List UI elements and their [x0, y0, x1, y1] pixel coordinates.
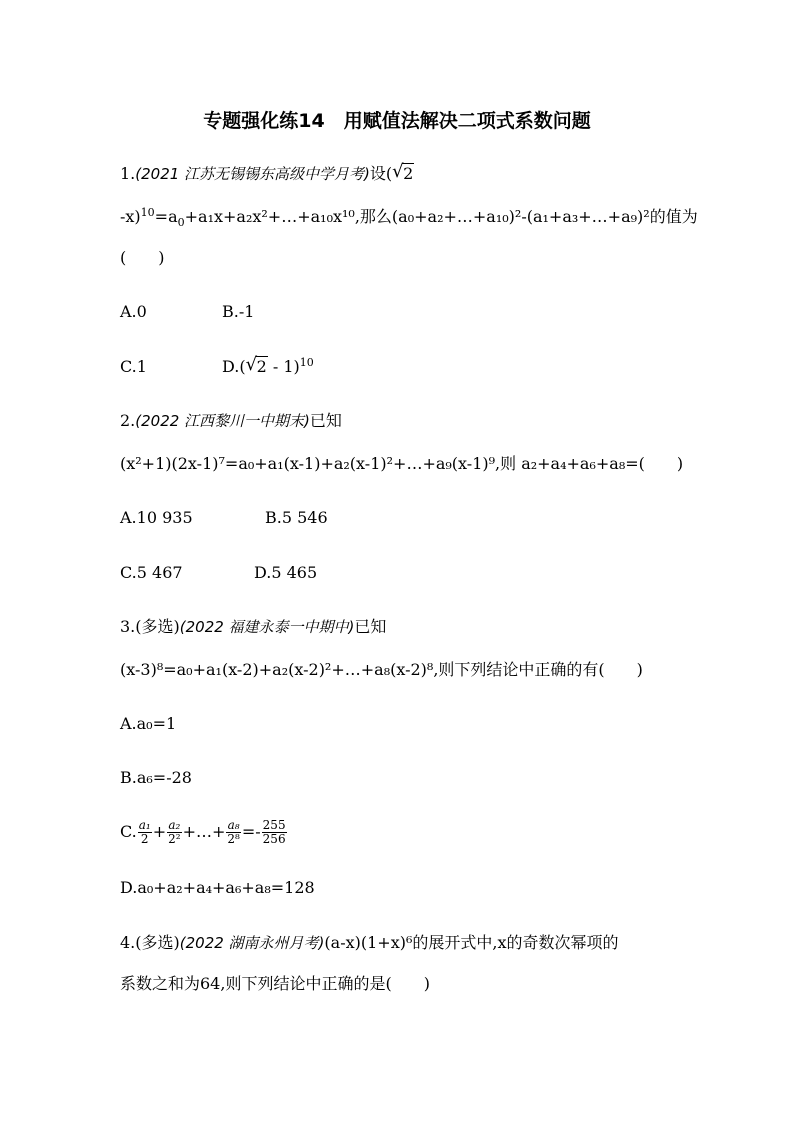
question-2-line-1 [120, 411, 342, 431]
q1-option-a[interactable]: A.0 [120, 302, 147, 321]
q1-option-d[interactable] [222, 357, 314, 377]
q2-option-b[interactable]: B.5 546 [265, 508, 328, 527]
q1-d-radicand: 2 [256, 357, 267, 376]
sqrt-symbol [392, 164, 414, 184]
q3-c-mid: +…+ [182, 822, 226, 841]
fraction [226, 819, 240, 846]
question-3-line-1 [120, 617, 386, 637]
fraction-denominator: 2⁸ [227, 832, 240, 846]
fraction-numerator: a₈ [227, 818, 240, 832]
q3-option-b[interactable]: B.a₆=-28 [120, 768, 192, 787]
q1-paren: ( ) [120, 248, 165, 267]
q2-option-d[interactable]: D.5 465 [254, 563, 318, 582]
fraction-numerator: 255 [262, 818, 286, 832]
fraction-numerator: a₂ [168, 818, 181, 832]
q4-expression: (a-x)(1+x)⁶的展开式中,x的奇数次幂项的 [324, 933, 619, 952]
q3-c-eq: =- [241, 822, 261, 841]
q2-source: (2022 江西黎川一中期末) [135, 412, 310, 430]
q2-expression: (x²+1)(2x-1)⁷=a₀+a₁(x-1)+a₂(x-1)²+…+a₉(x-1)⁹,则 a₂+a₄+a₆+a₈=( ) [120, 454, 684, 473]
q3-c-pre: C. [120, 822, 137, 841]
fraction-numerator: a₁ [138, 818, 151, 832]
q4-line-2: 系数之和为64,则下列结论中正确的是( ) [120, 974, 430, 993]
sqrt-symbol [246, 357, 268, 377]
q3-tail: 已知 [354, 617, 387, 636]
q2-option-a[interactable]: A.10 935 [120, 508, 193, 527]
q1-option-b[interactable]: B.-1 [222, 302, 255, 321]
q1-line2a: -x) [120, 207, 141, 226]
q1-d-pre: D.( [222, 357, 246, 376]
fraction [138, 819, 152, 846]
q3-option-a[interactable]: A.a₀=1 [120, 714, 177, 733]
q1-line2b: =a [154, 207, 178, 226]
fraction-denominator: 2 [140, 832, 149, 846]
question-4-line-1 [120, 933, 619, 953]
q1-exp10: 10 [140, 206, 155, 219]
q1-sqrt-radicand: 2 [403, 164, 414, 183]
q3-source: (2022 福建永泰一中期中) [179, 618, 355, 636]
question-1-line-2: $-x)^{10}=a_0+a_1x+a_2x^2+\dots+a_{10}x^{10}$,那么(a₀+a₂+…+a₁₀)²-(a₁+a₃+…+a₉)²的值为 [120, 206, 698, 229]
q1-lead: 设( [369, 164, 393, 183]
fraction-denominator: 256 [262, 832, 286, 846]
q2-tail: 已知 [309, 411, 342, 430]
q3-expression: (x-3)⁸=a₀+a₁(x-2)+a₂(x-2)²+…+a₈(x-2)⁸,则下列结论中正确的有( ) [120, 660, 643, 679]
q2-option-c[interactable]: C.5 467 [120, 563, 183, 582]
question-1-line-1 [120, 164, 414, 184]
q3-option-d[interactable]: D.a₀+a₂+a₄+a₆+a₈=128 [120, 878, 315, 897]
q3-option-c[interactable] [120, 815, 288, 849]
q1-d-post: - 1) [267, 357, 300, 376]
q1-number: 1. [120, 164, 136, 183]
fraction [262, 819, 287, 846]
fraction-denominator: 2² [168, 832, 181, 846]
q1-source: (2021 江苏无锡锡东高级中学月考) [135, 165, 370, 183]
q1-d-exp: 10 [299, 356, 314, 369]
q4-head: 4.(多选) [120, 933, 180, 952]
q3-c-plus: + [152, 822, 167, 841]
q3-head: 3.(多选) [120, 617, 180, 636]
q1-rest: +a₁x+a₂x²+…+a₁₀x¹⁰,那么(a₀+a₂+…+a₁₀)²-(a₁+a₃+…+a₉)²的值为 [184, 207, 698, 226]
q2-head: 2. [120, 411, 136, 430]
q1-option-c[interactable]: C.1 [120, 357, 147, 376]
page-title: 专题强化练14 用赋值法解决二项式系数问题 [203, 110, 591, 132]
fraction [167, 819, 181, 846]
q4-source: (2022 湖南永州月考) [179, 934, 325, 952]
